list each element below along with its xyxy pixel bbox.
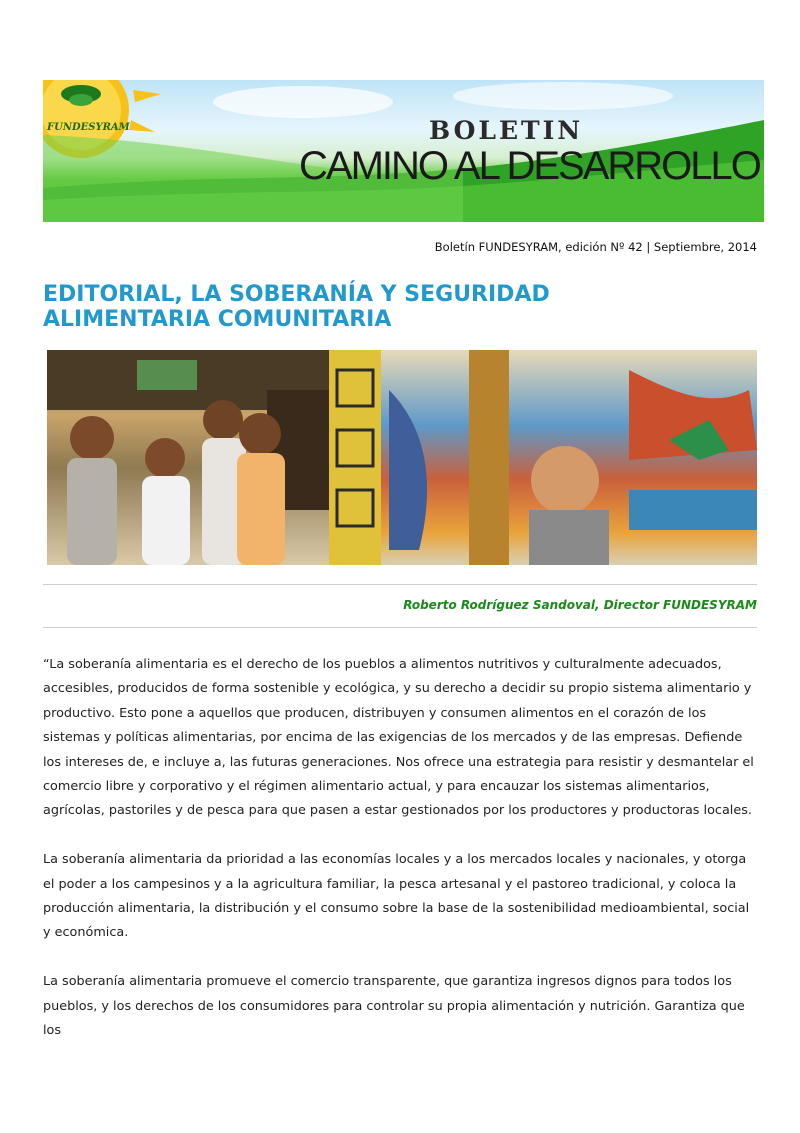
logo-text: FUNDESYRAM xyxy=(47,122,130,133)
paragraph: La soberanía alimentaria promueve el comercio transparente, que garantiza ingresos dignos para todos los pueblos, y los derechos de los consumidores para controlar su propia alimentación y nutrición. Garantiza que los xyxy=(43,974,745,1039)
article-author: Roberto Rodríguez Sandoval, Director FUNDESYRAM xyxy=(403,598,757,612)
divider-bottom xyxy=(43,627,757,628)
divider-top xyxy=(43,584,757,585)
children-photo xyxy=(47,350,329,565)
header-banner xyxy=(43,80,764,222)
edition-line: Boletín FUNDESYRAM, edición Nº 42 | Septiembre, 2014 xyxy=(434,240,757,254)
paragraph: “La soberanía alimentaria es el derecho de los pueblos a alimentos nutritivos y culturalmente adecuados, accesibles, producidos de forma sostenible y ecológica, y su derecho a decidir su propio sistema alimentario y productivo. Esto pone a aquellos que producen, distribuyen y consumen alimentos en el corazón de los sistemas y políticas alimentarias, por encima de las exigencias de los mercados y de las empresas. Defiende los intereses de, e incluye a, las futuras generaciones. Nos ofrece una estrategia para resistir y desmantelar el comercio libre y corporativo y el régimen alimentario actual, y para encauzar los sistemas alimentarios, agrícolas, pastoriles y de pesca para que pasen a estar gestionados por los productores y productoras locales. xyxy=(43,657,754,819)
paragraph: La soberanía alimentaria da prioridad a las economías locales y a los mercados locales y nacionales, y otorga el poder a los campesinos y a la agricultura familiar, la pesca artesanal y el pastoreo tradicional, y coloca la producción alimentaria, la distribución y el consumo sobre la base de la sostenibilidad medioambiental, social y económica. xyxy=(43,852,750,941)
mural-photo xyxy=(329,350,757,565)
article-photo xyxy=(47,350,757,565)
article-title: EDITORIAL, LA SOBERANÍA Y SEGURIDAD ALIMENTARIA COMUNITARIA xyxy=(43,282,550,332)
article-body xyxy=(43,653,757,1068)
banner-boletin: BOLETIN xyxy=(429,116,584,145)
banner-title: CAMINO AL DESARROLLO xyxy=(299,144,760,188)
